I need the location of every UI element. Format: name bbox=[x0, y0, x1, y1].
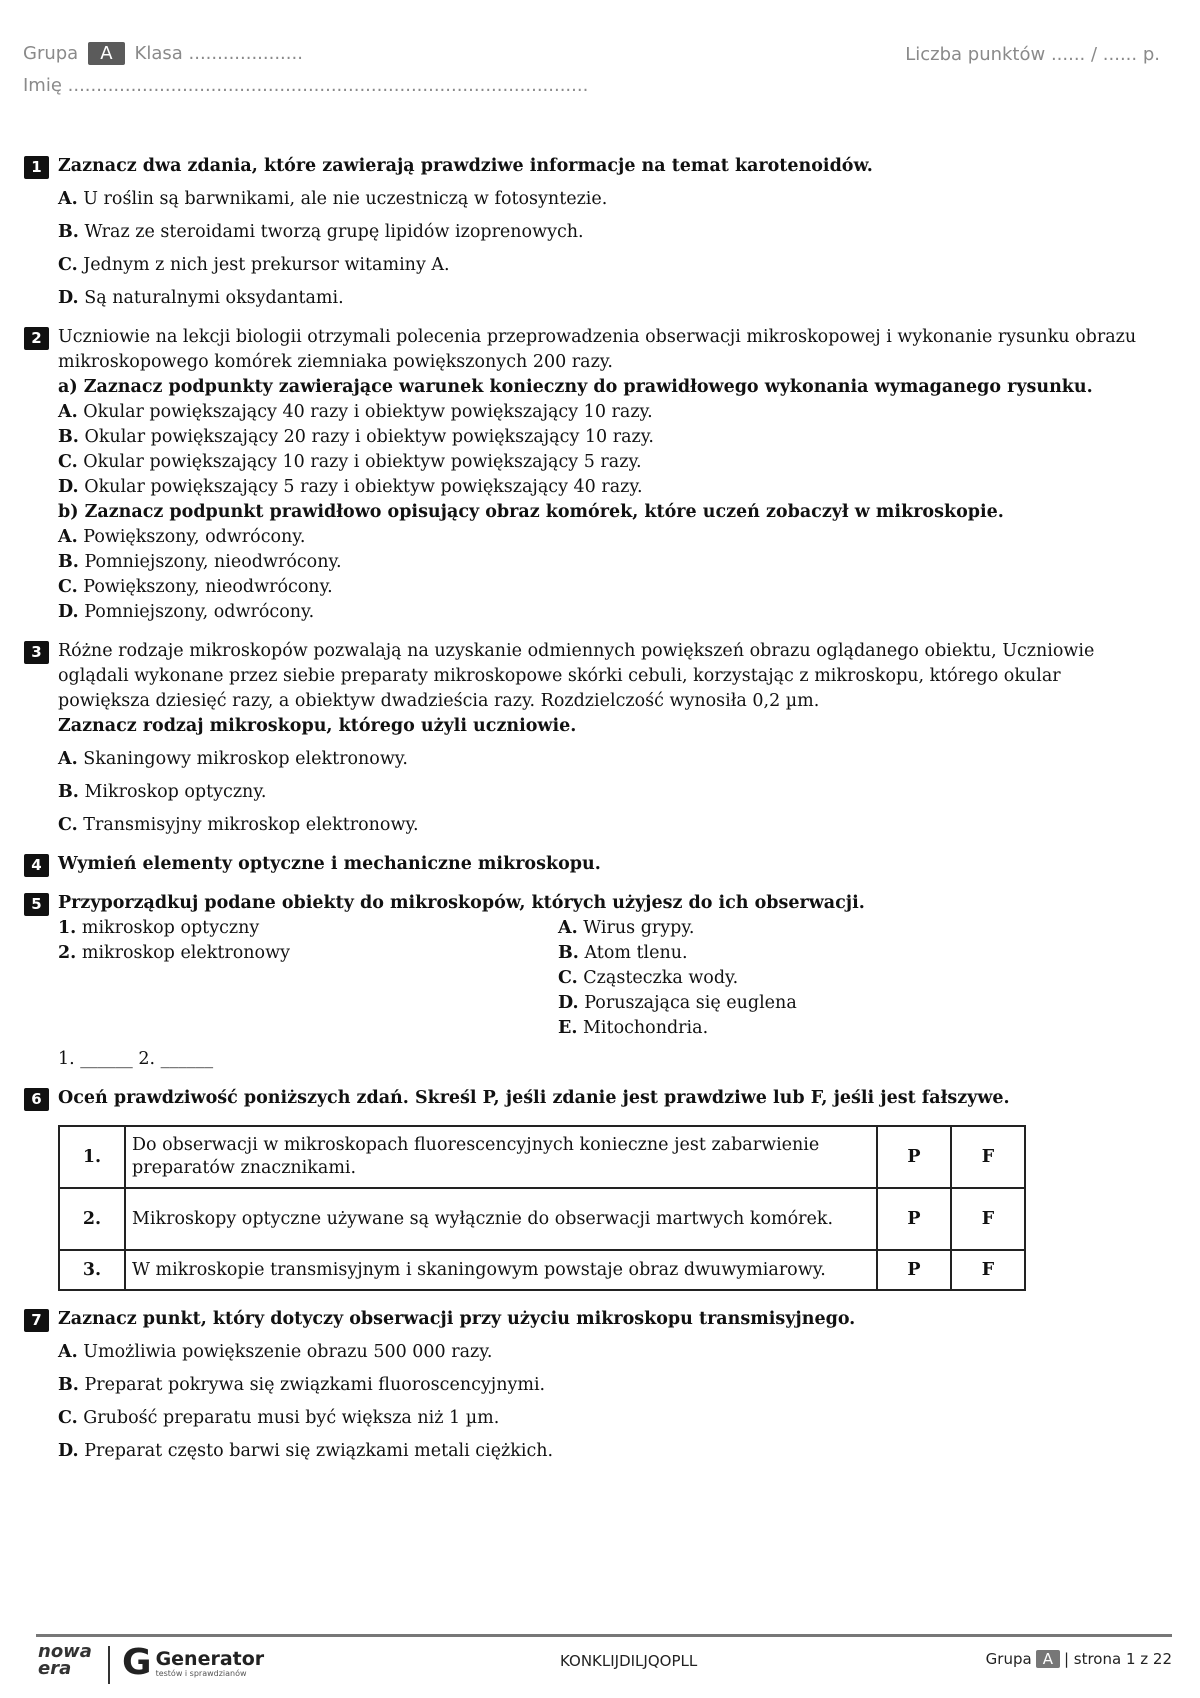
matching-columns bbox=[58, 916, 1144, 1041]
option: D. Okular powiększający 5 razy i obiektyw powiększający 40 razy. bbox=[58, 477, 643, 497]
statement: Mikroskopy optyczne używane są wyłącznie do obserwacji martwych komórek. bbox=[125, 1188, 877, 1250]
task-number: 1 bbox=[24, 156, 49, 179]
option: B. Wraz ze steroidami tworzą grupę lipidów izoprenowych. bbox=[58, 222, 584, 242]
option: C. Grubość preparatu musi być większa niż 1 µm. bbox=[58, 1408, 500, 1428]
generator-g-icon: G bbox=[122, 1642, 152, 1683]
generator-logo: G Generator testów i sprawdzianów bbox=[122, 1642, 265, 1683]
row-number: 1. bbox=[59, 1126, 125, 1188]
task-question: Oceń prawdziwość poniższych zdań. Skreśl P, jeśli zdanie jest prawdziwe lub F, jeśli jest fałszywe. bbox=[58, 1088, 1010, 1108]
option: A. Okular powiększający 40 razy i obiektyw powiększający 10 razy. bbox=[58, 402, 653, 422]
task-intro: Uczniowie na lekcji biologii otrzymali polecenia przeprowadzenia obserwacji mikroskopowej i wykonanie rysunku obrazu mikroskopowego komórek ziemniaka powiększonych 200 razy. bbox=[58, 327, 1137, 372]
task-question: Zaznacz dwa zdania, które zawierają prawdziwe informacje na temat karotenoidów. bbox=[58, 156, 873, 176]
name-field: Imię ........................................................................................... bbox=[23, 75, 589, 96]
false-option[interactable]: F bbox=[951, 1188, 1025, 1250]
option: A. Skaningowy mikroskop elektronowy. bbox=[58, 749, 408, 769]
points-field: Liczba punktów ...... / ...... p. bbox=[905, 44, 1160, 65]
task-1 bbox=[24, 154, 1144, 311]
table-row bbox=[59, 1126, 1025, 1188]
option: B. Pomniejszony, nieodwrócony. bbox=[58, 552, 342, 572]
true-false-table bbox=[58, 1125, 1026, 1291]
option: C. Jednym z nich jest prekursor witaminy A. bbox=[58, 255, 450, 275]
table-row bbox=[59, 1250, 1025, 1290]
task-question: Przyporządkuj podane obiekty do mikroskopów, których użyjesz do ich obserwacji. bbox=[58, 893, 865, 913]
logo-separator bbox=[108, 1646, 110, 1684]
task-question: Zaznacz punkt, który dotyczy obserwacji przy użyciu mikroskopu transmisyjnego. bbox=[58, 1309, 856, 1329]
task-6 bbox=[24, 1086, 1144, 1291]
statement: Do obserwacji w mikroskopach fluorescencyjnych konieczne jest zabarwienie preparatów znacznikami. bbox=[125, 1126, 877, 1188]
footer-divider bbox=[36, 1634, 1172, 1637]
list-item: E. Mitochondria. bbox=[558, 1018, 709, 1038]
list-item: A. Wirus grypy. bbox=[558, 918, 695, 938]
task-subquestion-b: b) Zaznacz podpunkt prawidłowo opisujący obraz komórek, które uczeń zobaczył w mikroskopie. bbox=[58, 502, 1004, 522]
task-number: 5 bbox=[24, 893, 49, 916]
option: B. Preparat pokrywa się związkami fluoroscencyjnymi. bbox=[58, 1375, 546, 1395]
task-number: 2 bbox=[24, 327, 49, 350]
statement: W mikroskopie transmisyjnym i skaningowym powstaje obraz dwuwymiarowy. bbox=[125, 1250, 877, 1290]
task-5 bbox=[24, 891, 1144, 1072]
answer-line: 1. ______ 2. ______ bbox=[58, 1049, 214, 1069]
list-item: C. Cząsteczka wody. bbox=[558, 968, 739, 988]
object-list bbox=[558, 916, 1058, 1041]
group-label: Grupa bbox=[23, 43, 79, 64]
true-option[interactable]: P bbox=[877, 1188, 951, 1250]
option: D. Pomniejszony, odwrócony. bbox=[58, 602, 315, 622]
option: B. Mikroskop optyczny. bbox=[58, 782, 267, 802]
task-number: 3 bbox=[24, 641, 49, 664]
option: A. Umożliwia powiększenie obrazu 500 000 razy. bbox=[58, 1342, 493, 1362]
option: B. Okular powiększający 20 razy i obiektyw powiększający 10 razy. bbox=[58, 427, 654, 447]
list-item: B. Atom tlenu. bbox=[558, 943, 688, 963]
task-question: Zaznacz rodzaj mikroskopu, którego użyli uczniowie. bbox=[58, 716, 577, 736]
page-info: Grupa A | strona 1 z 22 bbox=[985, 1650, 1172, 1668]
option: C. Okular powiększający 10 razy i obiektyw powiększający 5 razy. bbox=[58, 452, 642, 472]
task-4 bbox=[24, 852, 1144, 877]
tasks-content bbox=[24, 154, 1144, 1464]
task-subquestion-a: a) Zaznacz podpunkty zawierające warunek konieczny do prawidłowego wykonania wymaganego rysunku. bbox=[58, 377, 1093, 397]
task-number: 4 bbox=[24, 854, 49, 877]
task-number: 7 bbox=[24, 1309, 49, 1332]
false-option[interactable]: F bbox=[951, 1250, 1025, 1290]
row-number: 3. bbox=[59, 1250, 125, 1290]
option: D. Są naturalnymi oksydantami. bbox=[58, 288, 344, 308]
task-number: 6 bbox=[24, 1088, 49, 1111]
task-2 bbox=[24, 325, 1144, 625]
task-3 bbox=[24, 639, 1144, 838]
microscope-list bbox=[58, 916, 558, 1041]
true-option[interactable]: P bbox=[877, 1126, 951, 1188]
option: D. Preparat często barwi się związkami metali ciężkich. bbox=[58, 1441, 554, 1461]
task-intro: Różne rodzaje mikroskopów pozwalają na uzyskanie odmiennych powiększeń obrazu oglądanego obiektu, Uczniowie oglądali wykonane przez siebie preparaty mikroskopowe skórki cebuli, korzystając z mikroskopu, którego okular powiększa dziesięć razy, a obiektyw dwadzieścia razy. Rozdzielczość wynosiła 0,2 µm. bbox=[58, 641, 1095, 711]
row-number: 2. bbox=[59, 1188, 125, 1250]
list-item: D. Poruszająca się euglena bbox=[558, 993, 797, 1013]
option: C. Powiększony, nieodwrócony. bbox=[58, 577, 333, 597]
option: C. Transmisyjny mikroskop elektronowy. bbox=[58, 815, 419, 835]
false-option[interactable]: F bbox=[951, 1126, 1025, 1188]
list-item: 2. mikroskop elektronowy bbox=[58, 943, 290, 963]
task-7 bbox=[24, 1307, 1144, 1464]
option: A. U roślin są barwnikami, ale nie uczestniczą w fotosyntezie. bbox=[58, 189, 608, 209]
group-badge: A bbox=[88, 42, 124, 65]
true-option[interactable]: P bbox=[877, 1250, 951, 1290]
table-row bbox=[59, 1188, 1025, 1250]
header-group-row bbox=[23, 42, 303, 65]
nowa-era-logo: nowa era bbox=[38, 1641, 92, 1679]
document-code: KONKLIJDILJQOPLL bbox=[560, 1652, 698, 1670]
group-badge: A bbox=[1036, 1650, 1060, 1668]
class-field: Klasa .................... bbox=[134, 43, 303, 64]
list-item: 1. mikroskop optyczny bbox=[58, 918, 260, 938]
option: A. Powiększony, odwrócony. bbox=[58, 527, 306, 547]
task-question: Wymień elementy optyczne i mechaniczne mikroskopu. bbox=[58, 854, 601, 874]
